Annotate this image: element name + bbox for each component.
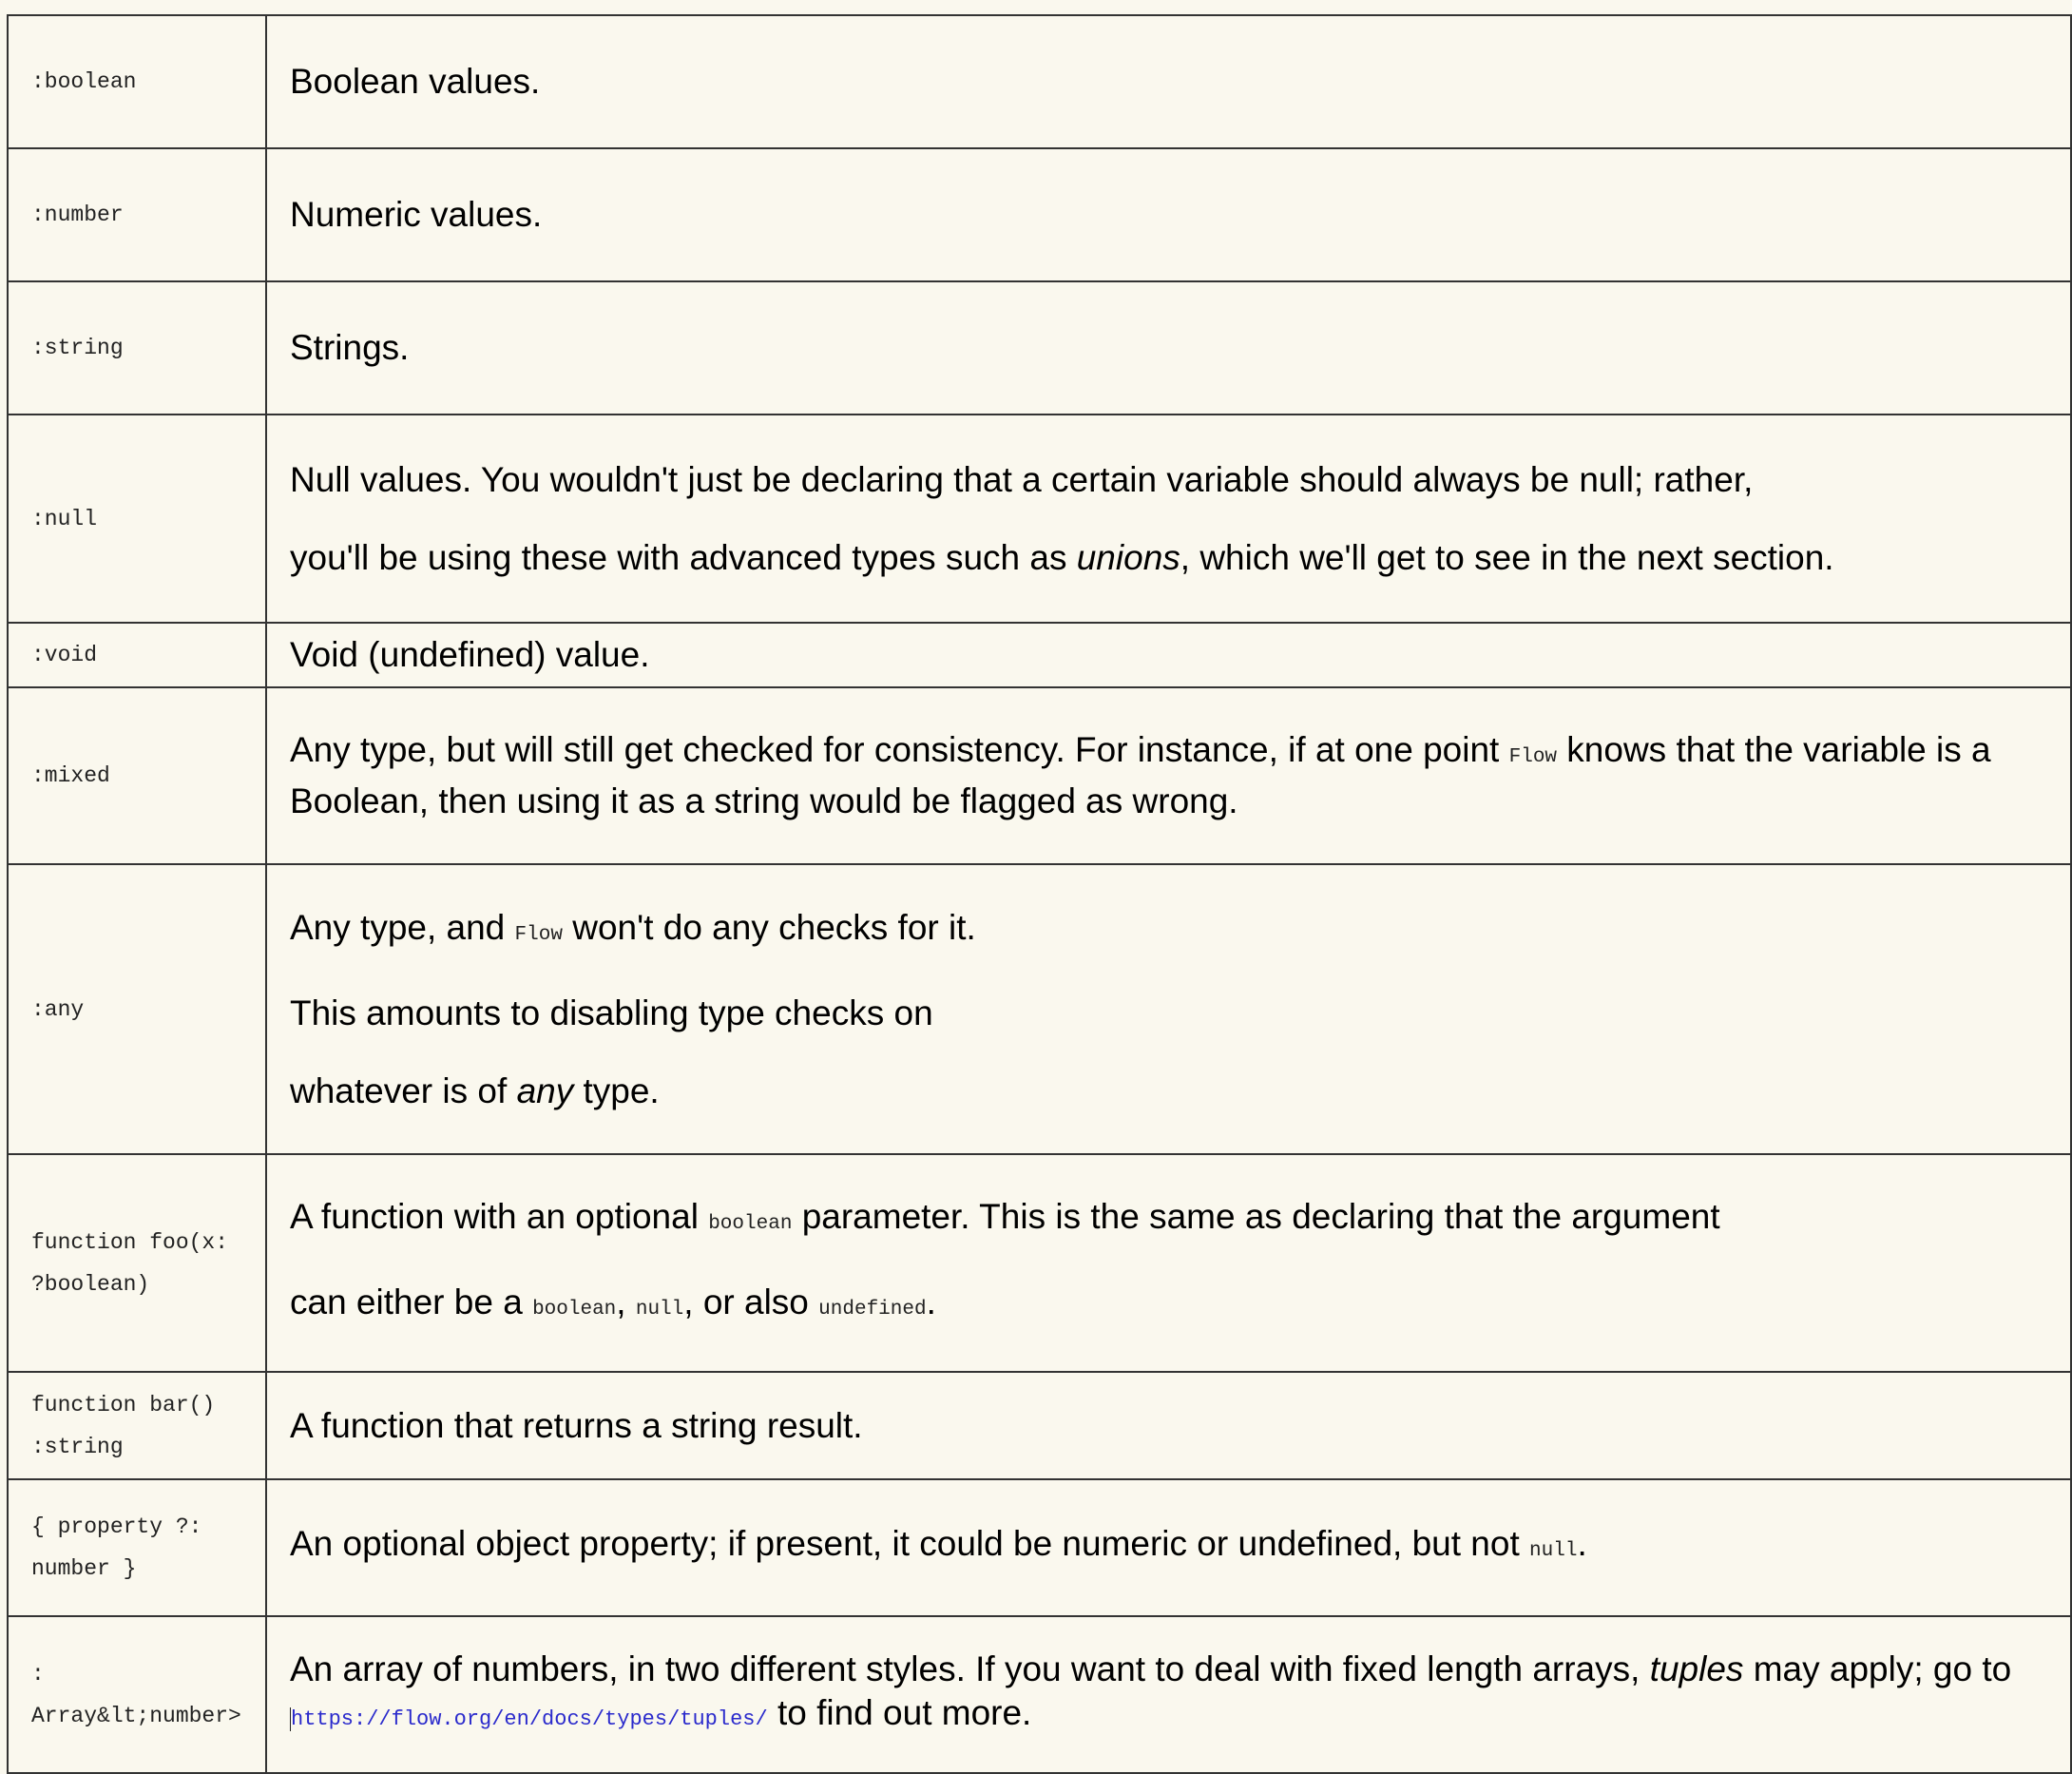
description-cell <box>266 1479 2071 1616</box>
description-paragraph <box>290 326 2047 370</box>
table-row <box>8 864 2071 1154</box>
flow-types-table <box>7 14 2072 1774</box>
emphasis-text: tuples <box>1649 1649 1744 1688</box>
text-segment: An optional object property; if present, it could be numeric or undefined, but not <box>290 1524 1530 1563</box>
type-cell: { property ?: number } <box>8 1479 266 1616</box>
description-paragraph <box>290 60 2047 104</box>
text-segment: This amounts to disabling type checks on <box>290 993 933 1032</box>
tuples-docs-link[interactable]: https://flow.org/en/docs/types/tuples/ <box>291 1707 768 1731</box>
emphasis-text: any <box>516 1070 574 1110</box>
text-segment: won't do any checks for it. <box>562 907 976 947</box>
description-paragraph <box>290 1648 2047 1742</box>
description-cell <box>266 281 2071 415</box>
text-segment: Void (undefined) value. <box>290 635 650 674</box>
text-segment: whatever is of <box>290 1070 517 1110</box>
type-cell: :number <box>8 148 266 281</box>
text-segment: Null values. You wouldn't just be declaring that a certain variable should always be null; rather, <box>290 459 1754 499</box>
description-cell <box>266 864 2071 1154</box>
type-cell: :boolean <box>8 15 266 148</box>
table-row <box>8 415 2071 623</box>
text-segment: can either be a <box>290 1282 533 1321</box>
type-cell: :null <box>8 415 266 623</box>
description-paragraph <box>290 992 2047 1035</box>
inline-code: null <box>1529 1540 1578 1562</box>
text-segment: parameter. This is the same as declaring that the argument <box>792 1196 1720 1236</box>
text-segment: . <box>1577 1524 1587 1563</box>
table-row <box>8 687 2071 864</box>
table-row <box>8 281 2071 415</box>
description-paragraph <box>290 1404 2047 1448</box>
inline-code: undefined <box>818 1298 927 1321</box>
description-paragraph <box>290 906 2047 957</box>
text-segment: Strings. <box>290 328 410 367</box>
type-cell: :void <box>8 623 266 687</box>
text-segment: to find out more. <box>767 1693 1032 1732</box>
text-segment: , which we'll get to see in the next section. <box>1180 537 1834 577</box>
inline-code: Flow <box>514 923 563 946</box>
type-cell: function bar() :string <box>8 1372 266 1479</box>
type-cell: :string <box>8 281 266 415</box>
description-cell <box>266 1372 2071 1479</box>
description-cell <box>266 1154 2071 1372</box>
table-row <box>8 1372 2071 1479</box>
description-cell <box>266 687 2071 864</box>
text-segment: Any type, but will still get checked for consistency. For instance, if at one point <box>290 730 1509 769</box>
inline-code: boolean <box>532 1298 617 1321</box>
type-cell: : Array&lt;number> <box>8 1616 266 1773</box>
description-cell <box>266 148 2071 281</box>
text-segment: A function with an optional <box>290 1196 709 1236</box>
text-segment: Boolean values. <box>290 62 541 101</box>
description-cell <box>266 623 2071 687</box>
table-row <box>8 1479 2071 1616</box>
type-cell: function foo(x: ?boolean) <box>8 1154 266 1372</box>
text-segment: , or also <box>683 1282 819 1321</box>
description-paragraph <box>290 193 2047 237</box>
description-cell <box>266 1616 2071 1773</box>
description-paragraph <box>290 1070 2047 1113</box>
text-segment: type. <box>573 1070 660 1110</box>
text-segment: . <box>926 1282 936 1321</box>
type-cell: :mixed <box>8 687 266 864</box>
description-paragraph <box>290 1522 2047 1573</box>
emphasis-text: unions <box>1076 537 1180 577</box>
description-paragraph <box>290 536 2047 580</box>
description-paragraph <box>290 1281 2047 1332</box>
text-segment: may apply; go to <box>1743 1649 2012 1688</box>
text-segment: you'll be using these with advanced types such as <box>290 537 1077 577</box>
description-cell <box>266 415 2071 623</box>
type-cell: :any <box>8 864 266 1154</box>
description-paragraph <box>290 1195 2047 1246</box>
description-cell <box>266 15 2071 148</box>
text-segment: A function that returns a string result. <box>290 1405 863 1445</box>
description-paragraph <box>290 458 2047 502</box>
text-segment: , <box>616 1282 636 1321</box>
inline-code: boolean <box>708 1212 793 1235</box>
table-row <box>8 1616 2071 1773</box>
table-row <box>8 623 2071 687</box>
text-segment: knows that the variable is a Boolean, then using it as a string would be flagged as wrong. <box>290 730 1991 820</box>
table-row <box>8 148 2071 281</box>
text-segment: Numeric values. <box>290 195 543 234</box>
description-paragraph <box>290 633 2047 677</box>
table-row <box>8 1154 2071 1372</box>
text-segment: An array of numbers, in two different styles. If you want to deal with fixed length arrays, <box>290 1649 1650 1688</box>
table-row <box>8 15 2071 148</box>
inline-code: Flow <box>1508 746 1558 768</box>
inline-code: null <box>635 1298 684 1321</box>
description-paragraph <box>290 728 2047 823</box>
text-segment: Any type, and <box>290 907 515 947</box>
